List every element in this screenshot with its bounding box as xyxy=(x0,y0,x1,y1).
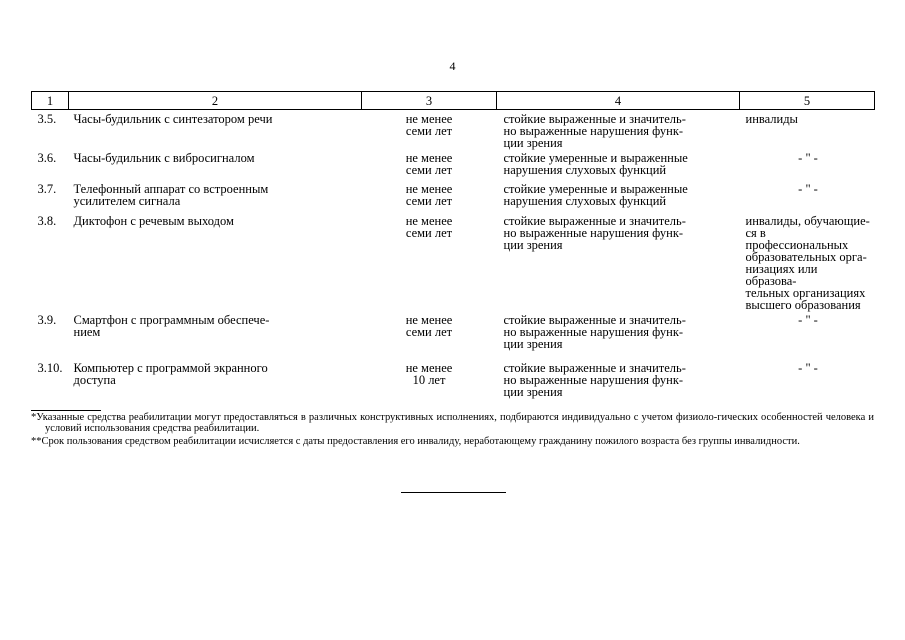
column-header: 2 xyxy=(69,92,362,110)
column-header: 5 xyxy=(740,92,875,110)
table-row xyxy=(32,149,875,180)
footnote: *Указанные средства реабилитации могут предоставляться в различных конструктивных исполнениях, подбираются индивидуально с учетом физиоло-гических особенностей человека и условий использования средства реабилитации. xyxy=(31,412,874,434)
table-header-row xyxy=(32,92,875,110)
table-row xyxy=(32,359,875,402)
usage-term-cell: не менее семи лет xyxy=(405,313,453,339)
table-row xyxy=(32,180,875,212)
item-name-cell: Часы-будильник с синтезатором речи xyxy=(73,112,273,126)
recipients-cell: - " - xyxy=(798,151,818,165)
table-row xyxy=(32,110,875,150)
page-number: 4 xyxy=(449,59,456,73)
item-name-cell: Диктофон с речевым выходом xyxy=(73,214,234,228)
row-number-cell: 3.8. xyxy=(37,214,57,228)
column-header: 4 xyxy=(497,92,740,110)
table-body xyxy=(32,110,875,403)
column-header: 3 xyxy=(362,92,497,110)
end-of-document-line xyxy=(401,492,506,493)
item-name-cell: Часы-будильник с вибросигналом xyxy=(73,151,255,165)
footnote-separator xyxy=(31,410,101,411)
item-name-cell: Компьютер с программой экранного доступа xyxy=(73,361,268,387)
indication-cell: стойкие выраженные и значитель- но выраженные нарушения функ- ции зрения xyxy=(503,112,686,150)
item-name-cell: Телефонный аппарат со встроенным усилителем сигнала xyxy=(73,182,269,208)
usage-term-cell: не менее семи лет xyxy=(405,214,453,240)
row-number-cell: 3.5. xyxy=(37,112,57,126)
footnotes xyxy=(31,413,874,451)
table-row xyxy=(32,212,875,311)
indication-cell: стойкие умеренные и выраженные нарушения слуховых функций xyxy=(503,182,688,208)
usage-term-cell: не менее семи лет xyxy=(405,151,453,177)
recipients-cell: инвалиды, обучающие- ся в профессиональных образовательных орга- низациях или образова- тельных организациях высшего образования xyxy=(745,214,870,312)
usage-term-cell: не менее семи лет xyxy=(405,182,453,208)
indication-cell: стойкие выраженные и значитель- но выраженные нарушения функ- ции зрения xyxy=(503,214,686,252)
rehabilitation-table xyxy=(31,91,874,402)
usage-term-cell: не менее семи лет xyxy=(405,112,453,138)
row-number-cell: 3.9. xyxy=(37,313,57,327)
row-number-cell: 3.6. xyxy=(37,151,57,165)
recipients-cell: - " - xyxy=(798,313,818,327)
indication-cell: стойкие выраженные и значитель- но выраженные нарушения функ- ции зрения xyxy=(503,313,686,351)
row-number-cell: 3.10. xyxy=(37,361,63,375)
row-number-cell: 3.7. xyxy=(37,182,57,196)
recipients-cell: - " - xyxy=(798,361,818,375)
column-header: 1 xyxy=(32,92,69,110)
footnote: **Срок пользования средством реабилитации исчисляется с даты предоставления его инвалиду, неработающему гражданину пожилого возраста без группы инвалидности. xyxy=(31,436,800,447)
usage-term-cell: не менее 10 лет xyxy=(405,361,453,387)
recipients-cell: инвалиды xyxy=(745,112,798,126)
item-name-cell: Смартфон с программным обеспече- нием xyxy=(73,313,270,339)
table-row xyxy=(32,311,875,359)
indication-cell: стойкие выраженные и значитель- но выраженные нарушения функ- ции зрения xyxy=(503,361,686,399)
recipients-cell: - " - xyxy=(798,182,818,196)
indication-cell: стойкие умеренные и выраженные нарушения слуховых функций xyxy=(503,151,688,177)
